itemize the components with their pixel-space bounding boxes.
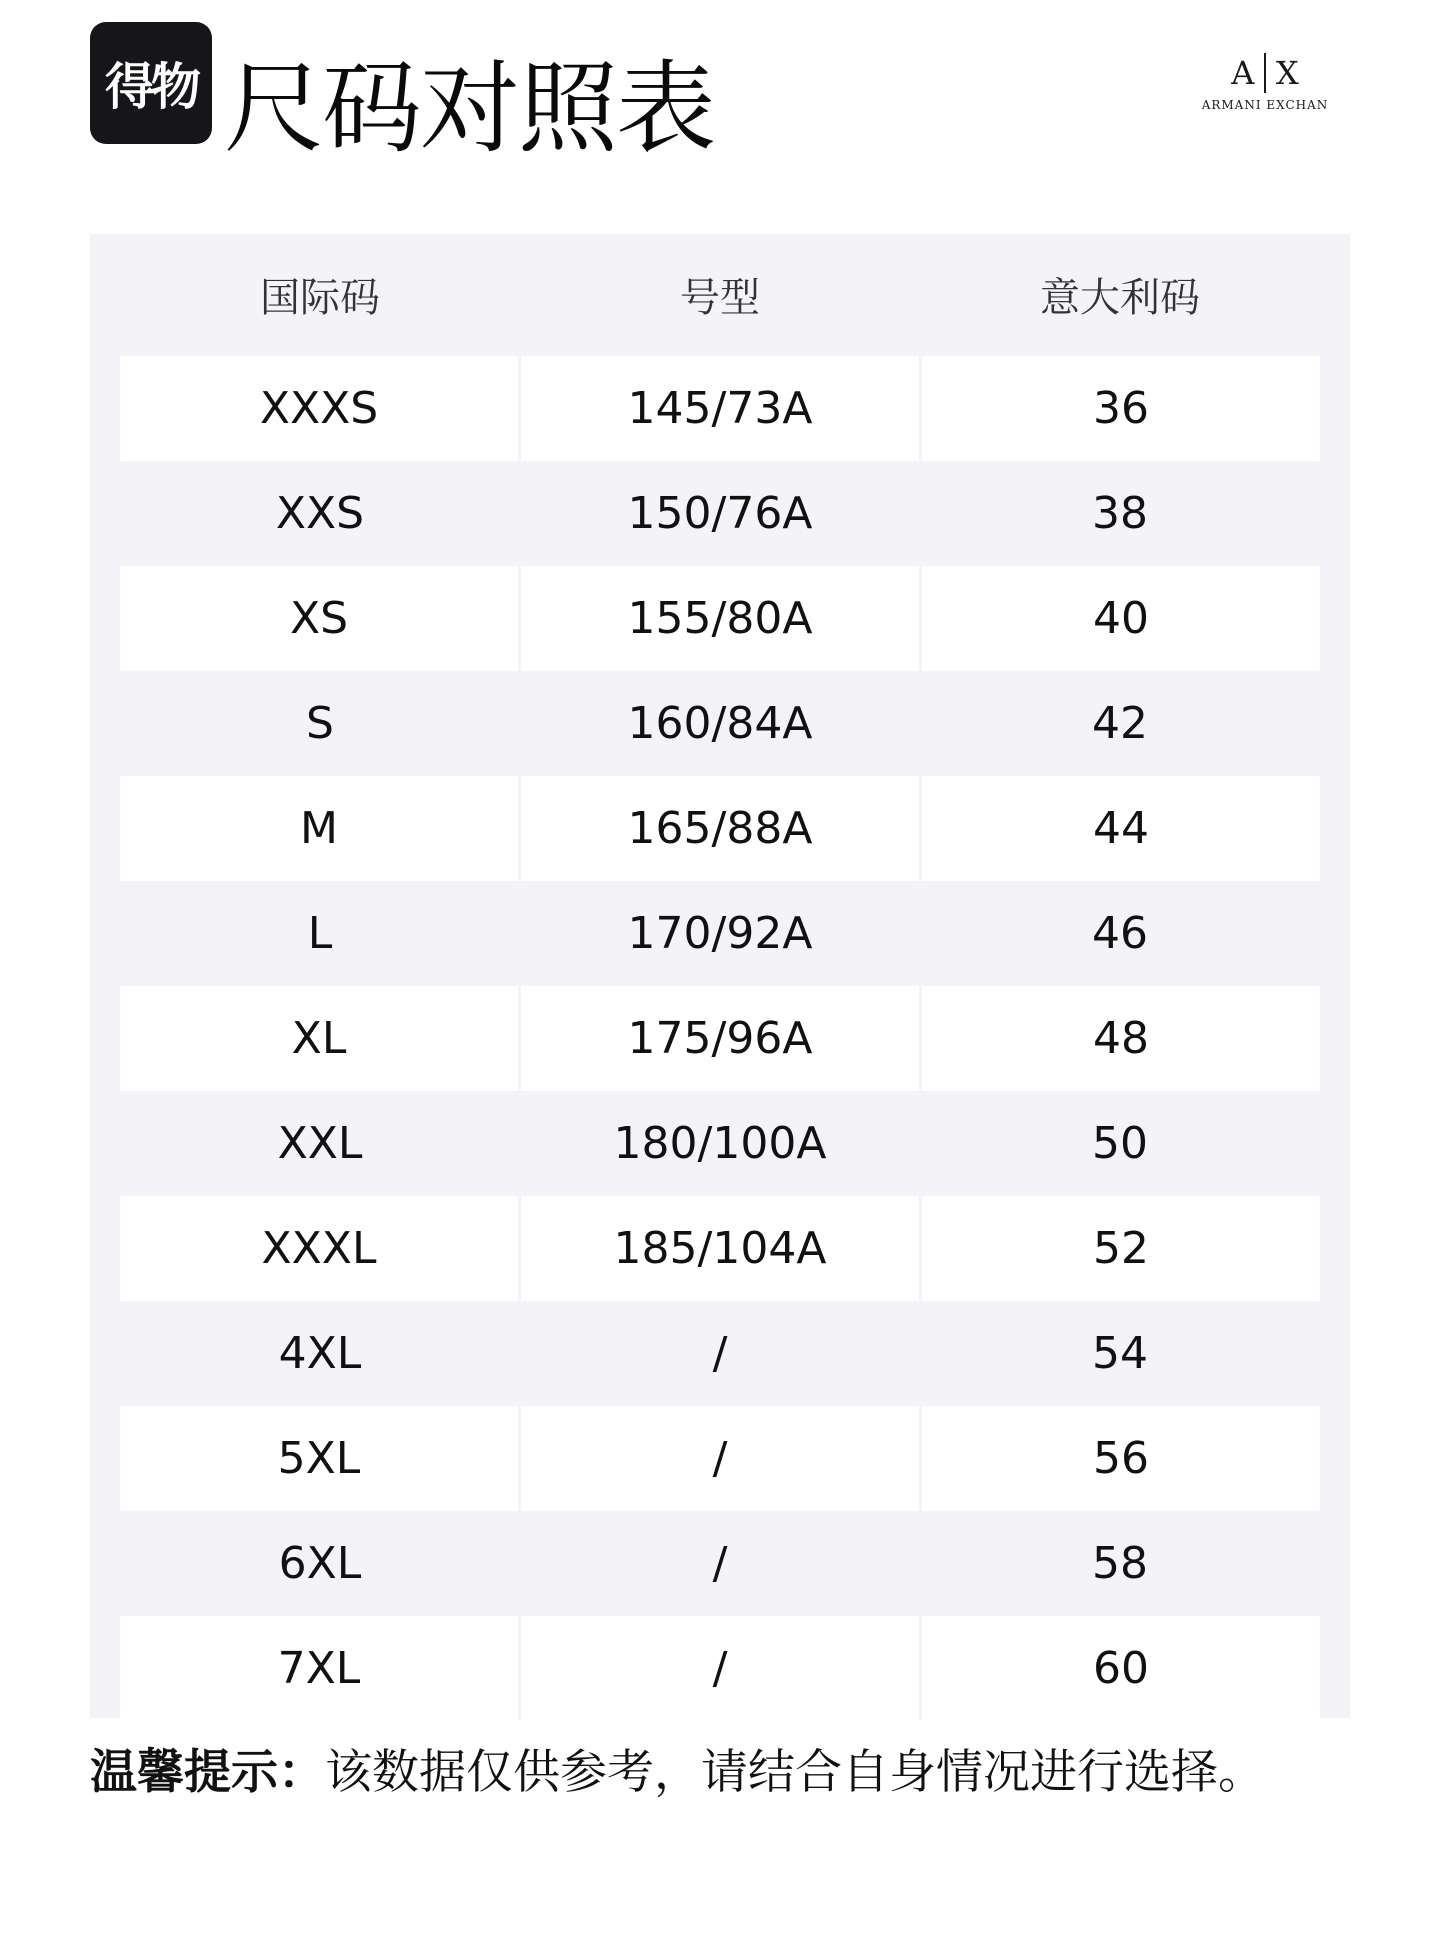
table-row [120, 1301, 1320, 1406]
cell-italian-size: 58 [1092, 1538, 1148, 1589]
cell-size-type: / [518, 1406, 919, 1511]
brand-mark-right: X [1275, 54, 1299, 92]
cell-international-size: XXXL [120, 1196, 518, 1301]
cell-international-size: 6XL [278, 1538, 362, 1589]
brand-mark-left: A [1231, 54, 1255, 92]
cell-size-type: 185/104A [518, 1196, 919, 1301]
cell-italian-size: 50 [1092, 1118, 1148, 1169]
cell-international-size: S [306, 698, 334, 749]
cell-size-type: 170/92A [627, 908, 813, 959]
table-row [120, 566, 1320, 671]
cell-size-type: 160/84A [627, 698, 813, 749]
table-row [120, 1196, 1320, 1301]
cell-italian-size: 56 [919, 1406, 1320, 1511]
table-row [120, 1091, 1320, 1196]
cell-international-size: XXXS [120, 356, 518, 461]
tip-text: 该数据仅供参考，请结合自身情况进行选择。 [325, 1745, 1265, 1800]
cell-international-size: 7XL [120, 1616, 518, 1721]
cell-italian-size: 36 [919, 356, 1320, 461]
logo-text: 得物 [105, 58, 197, 116]
column-header-italian: 意大利码 [1040, 275, 1200, 321]
cell-international-size: L [307, 908, 333, 959]
cell-italian-size: 40 [919, 566, 1320, 671]
cell-size-type: 155/80A [518, 566, 919, 671]
cell-italian-size: 42 [1092, 698, 1148, 749]
cell-italian-size: 44 [919, 776, 1320, 881]
table-row [120, 356, 1320, 461]
size-chart-table [90, 234, 1350, 1718]
table-row [120, 671, 1320, 776]
cell-italian-size: 46 [1092, 908, 1148, 959]
brand-logo [1190, 52, 1340, 112]
cell-size-type: 175/96A [518, 986, 919, 1091]
cell-international-size: XXL [277, 1118, 363, 1169]
table-row [120, 881, 1320, 986]
table-row [120, 1406, 1320, 1511]
brand-mark-divider [1264, 53, 1266, 93]
cell-international-size: 4XL [278, 1328, 362, 1379]
table-row [120, 461, 1320, 566]
table-row [120, 776, 1320, 881]
table-row [120, 1616, 1320, 1721]
brand-name: ARMANI EXCHAN [1201, 98, 1329, 112]
cell-international-size: XS [120, 566, 518, 671]
page-title: 尺码对照表 [224, 50, 714, 167]
cell-size-type: 145/73A [518, 356, 919, 461]
table-row [120, 986, 1320, 1091]
cell-italian-size: 54 [1092, 1328, 1148, 1379]
cell-italian-size: 48 [919, 986, 1320, 1091]
cell-international-size: M [120, 776, 518, 881]
column-header-size-type: 号型 [680, 275, 760, 321]
tip-note [90, 1738, 1265, 1808]
cell-italian-size: 52 [919, 1196, 1320, 1301]
cell-size-type: 150/76A [627, 488, 813, 539]
brand-mark [1190, 52, 1340, 94]
cell-international-size: 5XL [120, 1406, 518, 1511]
cell-international-size: XL [120, 986, 518, 1091]
cell-size-type: / [518, 1616, 919, 1721]
tip-label: 温馨提示： [90, 1745, 325, 1800]
cell-international-size: XXS [275, 488, 365, 539]
cell-italian-size: 38 [1092, 488, 1148, 539]
cell-italian-size: 60 [919, 1616, 1320, 1721]
column-header-international: 国际码 [260, 275, 380, 321]
table-header [120, 262, 1320, 334]
cell-size-type: 165/88A [518, 776, 919, 881]
cell-size-type: 180/100A [613, 1118, 827, 1169]
table-body [120, 356, 1320, 1721]
dewu-logo [90, 22, 212, 144]
cell-size-type: / [712, 1328, 728, 1379]
table-row [120, 1511, 1320, 1616]
cell-size-type: / [712, 1538, 728, 1589]
